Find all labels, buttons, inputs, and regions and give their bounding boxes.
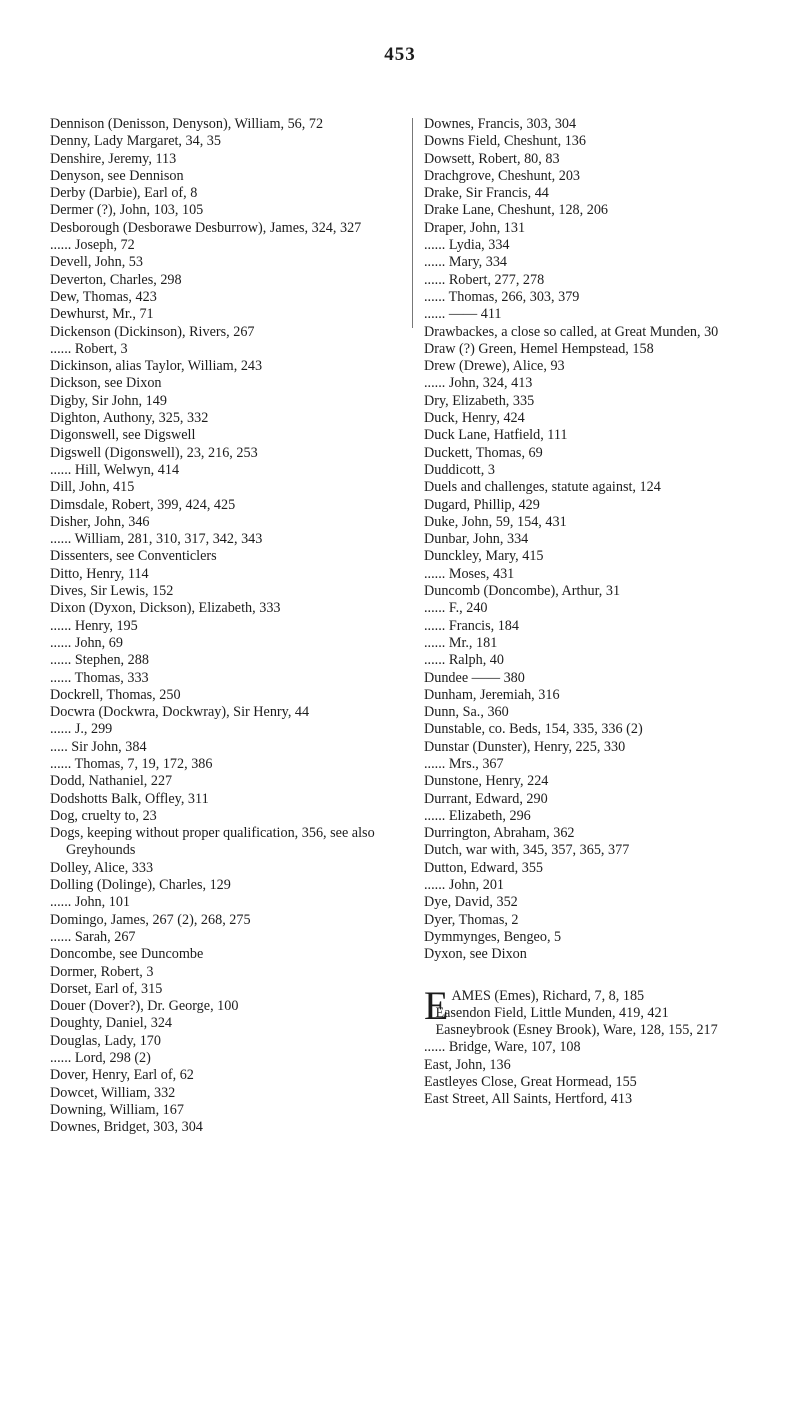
left-column	[50, 116, 390, 1137]
index-entry: ...... F., 240	[424, 600, 488, 617]
index-entry: Denshire, Jeremy, 113	[50, 150, 177, 167]
section-gap	[424, 964, 764, 988]
index-entry: Docwra (Dockwra, Dockwray), Sir Henry, 44	[50, 704, 310, 721]
index-entry: ...... J., 299	[50, 721, 113, 738]
index-entry: ...... Francis, 184	[424, 617, 519, 634]
index-entry: Dutton, Edward, 355	[424, 859, 544, 876]
index-entry: ...... Mr., 181	[424, 634, 498, 651]
index-entry: Duck, Henry, 424	[424, 410, 525, 427]
index-entry: Dymmynges, Bengeo, 5	[424, 928, 562, 945]
index-entry: Dunstar (Dunster), Henry, 225, 330	[424, 738, 626, 755]
index-entry: Drake, Sir Francis, 44	[424, 185, 549, 202]
index-entry: Dewhurst, Mr., 71	[50, 306, 154, 323]
index-entry: ...... William, 281, 310, 317, 342, 343	[50, 531, 263, 548]
index-entry: Dog, cruelty to, 23	[50, 807, 157, 824]
index-entry: Dowsett, Robert, 80, 83	[424, 150, 560, 167]
index-entry: Dickson, see Dixon	[50, 375, 162, 392]
index-entry: Dover, Henry, Earl of, 62	[50, 1067, 194, 1084]
index-entry: ...... Robert, 277, 278	[424, 271, 545, 288]
index-entry: Draw (?) Green, Hemel Hempstead, 158	[424, 340, 654, 357]
index-entry: ...... John, 201	[424, 877, 505, 894]
index-entry: Denyson, see Dennison	[50, 167, 184, 184]
index-entry: Dill, John, 415	[50, 479, 135, 496]
index-entry: Easendon Field, Little Munden, 419, 421	[435, 1004, 669, 1021]
index-entry: Douglas, Lady, 170	[50, 1032, 161, 1049]
section-e-first-entry-text: AMES (Emes), Richard, 7, 8, 185	[451, 987, 645, 1004]
index-entry: Dowcet, William, 332	[50, 1084, 176, 1101]
index-entry: East, John, 136	[424, 1056, 511, 1073]
index-entry: Dunham, Jeremiah, 316	[424, 686, 560, 703]
index-entry: ...... Mrs., 367	[424, 755, 504, 772]
index-entry: Duke, John, 59, 154, 431	[424, 513, 567, 530]
index-entry: Dunstable, co. Beds, 154, 335, 336 (2)	[424, 721, 643, 738]
index-entry: ...... Ralph, 40	[424, 652, 504, 669]
index-entry: Dodshotts Balk, Offley, 311	[50, 790, 209, 807]
index-entry: Duels and challenges, statute against, 124	[424, 479, 661, 496]
index-entry: ...... Henry, 195	[50, 617, 138, 634]
index-entry: Dogs, keeping without proper qualification, 356, see also Greyhounds	[50, 825, 375, 859]
index-entry: Dolling (Dolinge), Charles, 129	[50, 877, 231, 894]
index-entry: Dunbar, John, 334	[424, 531, 529, 548]
index-entry: Dennison (Denisson, Denyson), William, 56, 72	[50, 116, 324, 132]
index-entry: Dunn, Sa., 360	[424, 704, 509, 721]
index-entry: Doughty, Daniel, 324	[50, 1015, 173, 1032]
index-entry: Durrant, Edward, 290	[424, 790, 548, 807]
index-entry: Dye, David, 352	[424, 894, 518, 911]
index-entry: Drew (Drewe), Alice, 93	[424, 358, 565, 375]
index-entry: Desborough (Desborawe Desburrow), James, 324, 327	[50, 219, 362, 236]
index-entry: Dutch, war with, 345, 357, 365, 377	[424, 842, 630, 859]
index-entry: ...... John, 324, 413	[424, 375, 533, 392]
index-entry: Dry, Elizabeth, 335	[424, 392, 535, 409]
index-entry: Dew, Thomas, 423	[50, 288, 157, 305]
index-entry: ...... —— 411	[424, 306, 502, 323]
index-entry: Duckett, Thomas, 69	[424, 444, 543, 461]
index-entry: Duck Lane, Hatfield, 111	[424, 427, 568, 444]
index-entry: Denny, Lady Margaret, 34, 35	[50, 133, 221, 150]
index-entry: Dunckley, Mary, 415	[424, 548, 544, 565]
index-entry: Dundee —— 380	[424, 669, 525, 686]
index-entry: ...... Moses, 431	[424, 565, 515, 582]
index-entry: ...... Elizabeth, 296	[424, 807, 531, 824]
index-entry: Drachgrove, Cheshunt, 203	[424, 167, 581, 184]
index-entry: Dunstone, Henry, 224	[424, 773, 549, 790]
index-entry: Dugard, Phillip, 429	[424, 496, 540, 513]
index-entry: Dolley, Alice, 333	[50, 859, 154, 876]
index-entry: ...... Lydia, 334	[424, 237, 510, 254]
index-entry: Dissenters, see Conventiclers	[50, 548, 217, 565]
index-entry: Derby (Darbie), Earl of, 8	[50, 185, 198, 202]
drop-cap-letter: E	[424, 982, 449, 1028]
index-entry: Dockrell, Thomas, 250	[50, 686, 181, 703]
index-entry: Duncomb (Doncombe), Arthur, 31	[424, 583, 621, 600]
index-entry: Dives, Sir Lewis, 152	[50, 583, 174, 600]
index-entry: Dyxon, see Dixon	[424, 946, 527, 963]
index-entry: ...... Lord, 298 (2)	[50, 1050, 151, 1067]
index-entry: Durrington, Abraham, 362	[424, 825, 575, 842]
index-entry: Duddicott, 3	[424, 461, 495, 478]
index-entry: ...... Sarah, 267	[50, 928, 136, 945]
index-entry: Downes, Bridget, 303, 304	[50, 1119, 203, 1136]
index-entry: Ditto, Henry, 114	[50, 565, 149, 582]
index-entry: Digby, Sir John, 149	[50, 392, 167, 409]
index-entry: ...... Hill, Welwyn, 414	[50, 461, 180, 478]
right-column	[424, 116, 764, 1109]
index-entry: Dyer, Thomas, 2	[424, 911, 519, 928]
index-entry: Dixon (Dyxon, Dickson), Elizabeth, 333	[50, 600, 281, 617]
index-entry: Doncombe, see Duncombe	[50, 946, 204, 963]
index-entry: Easneybrook (Esney Brook), Ware, 128, 155, 217	[435, 1022, 718, 1039]
index-entry: Dermer (?), John, 103, 105	[50, 202, 204, 219]
index-entry: Downs Field, Cheshunt, 136	[424, 133, 586, 150]
index-entry: Digswell (Digonswell), 23, 216, 253	[50, 444, 258, 461]
index-entry: ..... Sir John, 384	[50, 738, 147, 755]
index-entry: Douer (Dover?), Dr. George, 100	[50, 998, 239, 1015]
index-entry: ...... Joseph, 72	[50, 237, 135, 254]
index-entry: ...... Thomas, 266, 303, 379	[424, 288, 580, 305]
index-entry: Domingo, James, 267 (2), 268, 275	[50, 911, 251, 928]
page-number: 453	[384, 44, 416, 65]
index-entry: Downing, William, 167	[50, 1101, 184, 1118]
index-entry: ...... John, 101	[50, 894, 131, 911]
index-entry: Devell, John, 53	[50, 254, 143, 271]
index-entry: Downes, Francis, 303, 304	[424, 116, 577, 132]
index-entry: Drake Lane, Cheshunt, 128, 206	[424, 202, 609, 219]
index-entry: ...... Robert, 3	[50, 340, 128, 357]
index-entry: Dorset, Earl of, 315	[50, 980, 163, 997]
index-entry: ...... Stephen, 288	[50, 652, 149, 669]
index-entry: ...... Thomas, 7, 19, 172, 386	[50, 755, 213, 772]
index-entry: Dighton, Authony, 325, 332	[50, 410, 209, 427]
index-entry: Eastleyes Close, Great Hormead, 155	[424, 1074, 637, 1091]
index-entry: Dickinson, alias Taylor, William, 243	[50, 358, 263, 375]
index-entry: Digonswell, see Digswell	[50, 427, 196, 444]
index-entry: ...... Mary, 334	[424, 254, 508, 271]
index-entry: Dodd, Nathaniel, 227	[50, 773, 173, 790]
column-divider	[412, 118, 413, 328]
index-entry: Disher, John, 346	[50, 513, 150, 530]
index-entry: Dickenson (Dickinson), Rivers, 267	[50, 323, 255, 340]
index-entry: Dimsdale, Robert, 399, 424, 425	[50, 496, 236, 513]
index-entry: ...... Bridge, Ware, 107, 108	[424, 1039, 581, 1056]
index-entry: ...... Thomas, 333	[50, 669, 149, 686]
index-entry: Dormer, Robert, 3	[50, 963, 154, 980]
index-entry: East Street, All Saints, Hertford, 413	[424, 1091, 633, 1108]
index-entry: Deverton, Charles, 298	[50, 271, 182, 288]
index-entry: Draper, John, 131	[424, 219, 526, 236]
index-entry: Drawbackes, a close so called, at Great Munden, 30	[424, 323, 719, 340]
index-entry: ...... John, 69	[50, 634, 123, 651]
